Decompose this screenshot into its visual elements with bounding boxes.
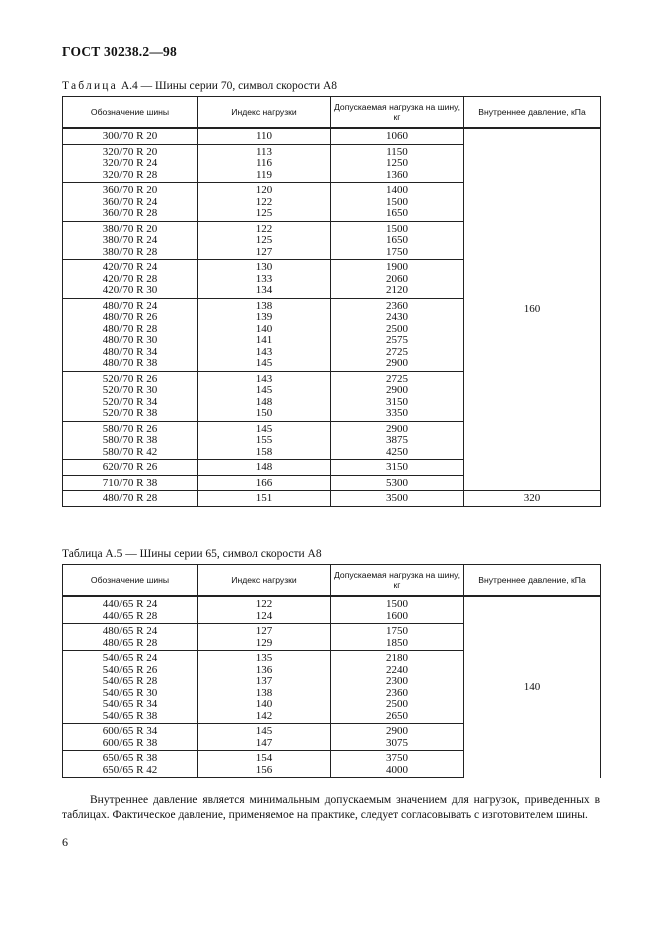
tire-designation-cell — [63, 260, 198, 299]
tire-designation-cell-value: 420/70 R 30 — [102, 284, 158, 296]
tire-designation-cell-value: 650/65 R 38 — [102, 752, 158, 764]
permissible-load-cell-value: 2725 — [386, 372, 408, 385]
tire-designation-cell-value: 480/70 R 34 — [102, 345, 158, 358]
table-a5 — [62, 564, 601, 778]
tire-designation-cell-value: 580/70 R 26 — [102, 422, 158, 435]
load-index-cell-value: 138 — [255, 686, 273, 699]
tire-designation-cell-value: 600/65 R 34 — [102, 725, 158, 737]
load-index-cell-value: 139 — [255, 311, 273, 323]
load-index-cell: 151 — [198, 491, 331, 507]
load-index-cell-value: 127 — [255, 625, 273, 637]
load-index-cell-value: 116 — [255, 157, 273, 169]
table-a4-body — [63, 128, 601, 506]
table-a4-caption-text: А.4 — Шины серии 70, символ скорости А8 — [117, 80, 338, 92]
load-index-cell — [198, 651, 331, 724]
permissible-load-cell-value: 3750 — [386, 752, 408, 764]
load-index-cell — [198, 298, 331, 371]
permissible-load-cell-value: 2650 — [386, 709, 408, 722]
tire-designation-cell — [63, 144, 198, 183]
document-header: ГОСТ 30238.2—98 — [62, 44, 177, 59]
load-index-cell-value: 127 — [255, 245, 273, 258]
permissible-load-cell-value: 1500 — [386, 195, 408, 208]
tire-designation-cell-value: 580/70 R 38 — [102, 434, 158, 446]
permissible-load-cell: 3500 — [331, 491, 464, 507]
load-index-cell-value: 158 — [255, 445, 273, 458]
tire-designation-cell — [63, 475, 198, 491]
tire-designation-cell-value: 320/70 R 28 — [102, 168, 158, 181]
load-index-cell-value: 141 — [255, 334, 273, 346]
load-index-cell-value: 113 — [255, 145, 273, 158]
table-a5-header-row — [63, 565, 601, 597]
tire-designation-cell — [63, 298, 198, 371]
tire-designation-cell — [63, 596, 198, 624]
load-index-cell-value: 148 — [255, 461, 273, 473]
load-index-cell-value: 137 — [255, 675, 273, 687]
permissible-load-cell — [331, 596, 464, 624]
tire-designation-cell-value: 380/70 R 28 — [102, 245, 158, 258]
tire-designation-cell — [63, 724, 198, 751]
load-index-cell-value: 140 — [255, 698, 273, 710]
load-index-cell-value: 134 — [255, 284, 273, 296]
load-index-cell — [198, 371, 331, 421]
permissible-load-cell — [331, 751, 464, 778]
tire-designation-cell-value: 520/70 R 30 — [102, 384, 158, 396]
permissible-load-cell-value: 1650 — [386, 207, 408, 219]
load-index-cell-value: 155 — [255, 434, 273, 446]
tire-designation-cell-value: 620/70 R 26 — [102, 461, 158, 473]
table-row — [63, 596, 601, 624]
permissible-load-cell-value: 1750 — [386, 245, 408, 258]
tire-designation-cell-value: 420/70 R 24 — [102, 261, 158, 273]
table-a5-body — [63, 596, 601, 778]
tire-designation-cell-value: 540/65 R 30 — [102, 686, 158, 699]
tire-designation-cell-value: 300/70 R 20 — [102, 130, 158, 142]
permissible-load-cell-value: 2900 — [386, 422, 408, 435]
table-a4-caption-prefix: Таблица — [62, 80, 118, 92]
column-header-tire: Обозначение шины — [63, 565, 198, 597]
permissible-load-cell-value: 2430 — [386, 311, 408, 323]
load-index-cell-value: 150 — [255, 407, 273, 419]
permissible-load-cell-value: 2360 — [386, 686, 408, 699]
tire-designation-cell-value: 480/70 R 30 — [102, 334, 158, 346]
permissible-load-cell-value: 2900 — [386, 357, 408, 369]
table-a4-caption — [62, 80, 337, 92]
tire-designation-cell-value: 440/65 R 24 — [102, 598, 158, 610]
permissible-load-cell — [331, 475, 464, 491]
permissible-load-cell-value: 2725 — [386, 345, 408, 358]
permissible-load-cell-value: 1600 — [386, 609, 408, 622]
pressure-cell: 140 — [464, 596, 601, 778]
load-index-cell-value: 166 — [255, 476, 273, 489]
column-header-pressure: Внутреннее давление, кПа — [464, 565, 601, 597]
permissible-load-cell-value: 3150 — [386, 461, 408, 473]
tire-designation-cell-value: 480/70 R 28 — [102, 322, 158, 335]
table-a4 — [62, 96, 601, 507]
page-number: 6 — [62, 835, 68, 849]
tire-designation-cell-value: 420/70 R 28 — [102, 272, 158, 285]
load-index-cell-value: 140 — [255, 322, 273, 335]
permissible-load-cell-value: 2300 — [386, 675, 408, 687]
tire-designation-cell — [63, 221, 198, 260]
tire-designation-cell — [63, 128, 198, 144]
load-index-cell-value: 125 — [255, 207, 273, 219]
load-index-cell-value: 120 — [255, 184, 273, 196]
tire-designation-cell-value: 360/70 R 28 — [102, 207, 158, 219]
tire-designation-cell — [63, 460, 198, 476]
permissible-load-cell — [331, 651, 464, 724]
pressure-note: Внутреннее давление является минимальным допускаемым значением для нагрузок, приведенных в таблицах. Фактическое давление, применяемое на практике, следует согласовывать с изготовителем шины. — [62, 794, 600, 821]
tire-designation-cell-value: 600/65 R 38 — [102, 736, 158, 749]
column-header-permissible-load: Допускаемая нагрузка на шину, кг — [331, 565, 464, 597]
permissible-load-cell-value: 2360 — [386, 299, 408, 312]
permissible-load-cell — [331, 144, 464, 183]
tire-designation-cell-value: 360/70 R 20 — [102, 184, 158, 196]
permissible-load-cell — [331, 460, 464, 476]
load-index-cell-value: 145 — [255, 422, 273, 435]
tire-designation-cell-value: 480/65 R 28 — [102, 636, 158, 649]
tire-designation-cell — [63, 183, 198, 222]
permissible-load-cell-value: 1060 — [386, 130, 408, 142]
tire-designation-cell — [63, 421, 198, 460]
permissible-load-cell-value: 2575 — [386, 334, 408, 346]
table-row — [63, 491, 601, 507]
load-index-cell — [198, 460, 331, 476]
load-index-cell — [198, 596, 331, 624]
tire-designation-cell-value: 520/70 R 34 — [102, 395, 158, 408]
permissible-load-cell-value: 4000 — [386, 763, 408, 776]
tire-designation-cell-value: 480/70 R 38 — [102, 357, 158, 369]
permissible-load-cell-value: 1500 — [386, 222, 408, 235]
permissible-load-cell-value: 3875 — [386, 434, 408, 446]
permissible-load-cell-value: 1850 — [386, 636, 408, 649]
load-index-cell-value: 143 — [255, 345, 273, 358]
load-index-cell-value: 133 — [255, 272, 273, 285]
tire-designation-cell-value: 540/65 R 34 — [102, 698, 158, 710]
load-index-cell — [198, 128, 331, 144]
load-index-cell-value: 124 — [255, 609, 273, 622]
tire-designation-cell — [63, 751, 198, 778]
load-index-cell-value: 156 — [255, 763, 273, 776]
permissible-load-cell — [331, 298, 464, 371]
load-index-cell-value: 142 — [255, 709, 273, 722]
permissible-load-cell-value: 5300 — [386, 476, 408, 489]
permissible-load-cell-value: 3075 — [386, 736, 408, 749]
permissible-load-cell-value: 2900 — [386, 384, 408, 396]
permissible-load-cell-value: 2900 — [386, 725, 408, 737]
load-index-cell-value: 130 — [255, 261, 273, 273]
load-index-cell — [198, 421, 331, 460]
permissible-load-cell — [331, 183, 464, 222]
load-index-cell-value: 122 — [255, 222, 273, 235]
load-index-cell — [198, 144, 331, 183]
permissible-load-cell-value: 1900 — [386, 261, 408, 273]
column-header-load-index: Индекс нагрузки — [198, 565, 331, 597]
tire-designation-cell — [63, 651, 198, 724]
permissible-load-cell-value: 4250 — [386, 445, 408, 458]
tire-designation-cell-value: 320/70 R 24 — [102, 157, 158, 169]
permissible-load-cell-value: 2120 — [386, 284, 408, 296]
tire-designation-cell-value: 320/70 R 20 — [102, 145, 158, 158]
permissible-load-cell-value: 3350 — [386, 407, 408, 419]
load-index-cell-value: 145 — [255, 725, 273, 737]
permissible-load-cell-value: 2240 — [386, 663, 408, 676]
column-header-permissible-load: Допускаемая нагрузка на шину, кг — [331, 97, 464, 129]
table-row — [63, 128, 601, 144]
load-index-cell-value: 136 — [255, 663, 273, 676]
permissible-load-cell — [331, 624, 464, 651]
load-index-cell — [198, 624, 331, 651]
permissible-load-cell — [331, 128, 464, 144]
permissible-load-cell-value: 1360 — [386, 168, 408, 181]
tire-designation-cell-value: 440/65 R 28 — [102, 609, 158, 622]
load-index-cell — [198, 221, 331, 260]
load-index-cell — [198, 183, 331, 222]
permissible-load-cell — [331, 221, 464, 260]
load-index-cell-value: 148 — [255, 395, 273, 408]
tire-designation-cell-value: 480/65 R 24 — [102, 625, 158, 637]
load-index-cell-value: 147 — [255, 736, 273, 749]
permissible-load-cell-value: 2500 — [386, 322, 408, 335]
tire-designation-cell-value: 480/70 R 24 — [102, 299, 158, 312]
permissible-load-cell-value: 1500 — [386, 598, 408, 610]
tire-designation-cell — [63, 371, 198, 421]
permissible-load-cell — [331, 260, 464, 299]
pressure-cell: 160 — [464, 128, 601, 491]
tire-designation-cell-value: 360/70 R 24 — [102, 195, 158, 208]
load-index-cell-value: 122 — [255, 598, 273, 610]
tire-designation-cell-value: 580/70 R 42 — [102, 445, 158, 458]
load-index-cell-value: 145 — [255, 357, 273, 369]
permissible-load-cell-value: 1150 — [386, 145, 408, 158]
tire-designation-cell-value: 520/70 R 38 — [102, 407, 158, 419]
tire-designation-cell-value: 650/65 R 42 — [102, 763, 158, 776]
pressure-cell: 320 — [464, 491, 601, 507]
permissible-load-cell-value: 2180 — [386, 652, 408, 664]
tire-designation-cell — [63, 624, 198, 651]
permissible-load-cell-value: 1250 — [386, 157, 408, 169]
tire-designation-cell-value: 540/65 R 38 — [102, 709, 158, 722]
table-a5-caption: Таблица А.5 — Шины серии 65, символ скорости А8 — [62, 548, 322, 560]
table-a4-header-row — [63, 97, 601, 129]
load-index-cell-value: 119 — [255, 168, 273, 181]
load-index-cell — [198, 724, 331, 751]
tire-designation-cell-value: 520/70 R 26 — [102, 372, 158, 385]
load-index-cell-value: 135 — [255, 652, 273, 664]
tire-designation-cell-value: 540/65 R 26 — [102, 663, 158, 676]
tire-designation-cell-value: 380/70 R 24 — [102, 234, 158, 246]
load-index-cell-value: 110 — [255, 130, 273, 142]
permissible-load-cell-value: 3150 — [386, 395, 408, 408]
load-index-cell-value: 122 — [255, 195, 273, 208]
load-index-cell-value: 143 — [255, 372, 273, 385]
load-index-cell — [198, 475, 331, 491]
tire-designation-cell-value: 380/70 R 20 — [102, 222, 158, 235]
permissible-load-cell-value: 1400 — [386, 184, 408, 196]
tire-designation-cell: 480/70 R 28 — [63, 491, 198, 507]
load-index-cell-value: 138 — [255, 299, 273, 312]
load-index-cell — [198, 751, 331, 778]
column-header-load-index: Индекс нагрузки — [198, 97, 331, 129]
permissible-load-cell-value: 1750 — [386, 625, 408, 637]
load-index-cell — [198, 260, 331, 299]
load-index-cell-value: 154 — [255, 752, 273, 764]
tire-designation-cell-value: 540/65 R 24 — [102, 652, 158, 664]
permissible-load-cell — [331, 371, 464, 421]
column-header-pressure: Внутреннее давление, кПа — [464, 97, 601, 129]
column-header-tire: Обозначение шины — [63, 97, 198, 129]
permissible-load-cell — [331, 421, 464, 460]
permissible-load-cell-value: 2060 — [386, 272, 408, 285]
permissible-load-cell-value: 2500 — [386, 698, 408, 710]
load-index-cell-value: 129 — [255, 636, 273, 649]
permissible-load-cell-value: 1650 — [386, 234, 408, 246]
tire-designation-cell-value: 480/70 R 26 — [102, 311, 158, 323]
load-index-cell-value: 145 — [255, 384, 273, 396]
tire-designation-cell-value: 540/65 R 28 — [102, 675, 158, 687]
load-index-cell-value: 125 — [255, 234, 273, 246]
permissible-load-cell — [331, 724, 464, 751]
tire-designation-cell-value: 710/70 R 38 — [102, 476, 158, 489]
